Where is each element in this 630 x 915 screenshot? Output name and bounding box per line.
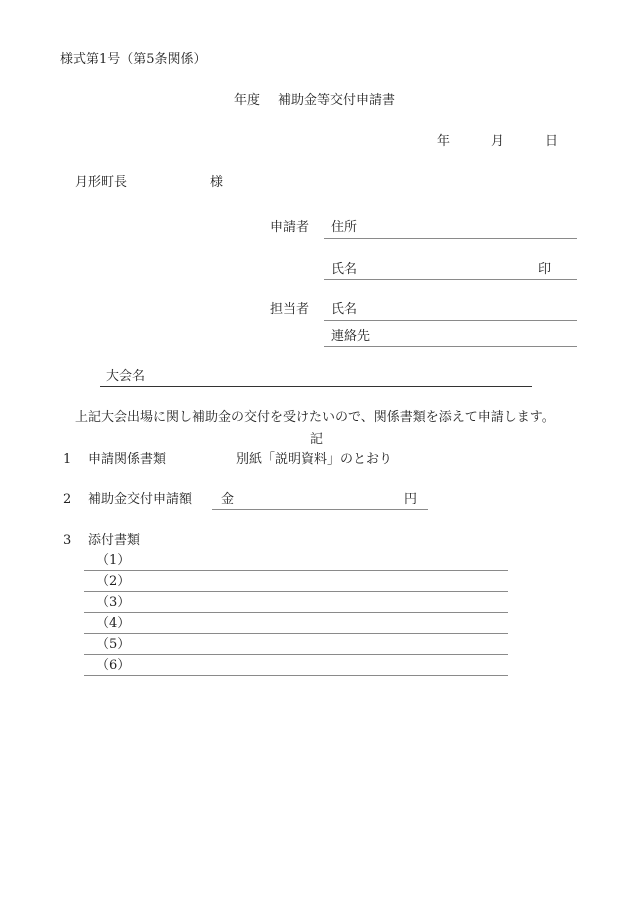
- form-number: 様式第1号（第5条関係）: [60, 52, 207, 67]
- item1-number: 1: [63, 452, 72, 467]
- attachment-row-label: （5）: [96, 637, 131, 652]
- applicant-label: 申請者: [270, 220, 310, 235]
- contact-person-name-field[interactable]: [324, 320, 577, 321]
- contact-person-name-label: 氏名: [331, 302, 358, 317]
- attachment-row-field[interactable]: [84, 570, 508, 571]
- item2-label: 補助金交付申請額: [88, 492, 193, 507]
- attachment-row-field[interactable]: [84, 675, 508, 676]
- applicant-address-field[interactable]: [324, 238, 577, 239]
- document-title: 補助金等交付申請書: [278, 93, 396, 108]
- attachment-row-field[interactable]: [84, 591, 508, 592]
- date-month-label: 月: [491, 134, 505, 149]
- contact-info-label: 連絡先: [331, 329, 371, 344]
- attachment-row-label: （1）: [96, 553, 131, 568]
- item1-label: 申請関係書類: [88, 452, 167, 467]
- applicant-name-field[interactable]: [324, 279, 577, 280]
- addressee-name: 月形町長: [75, 175, 128, 190]
- attachment-row-label: （6）: [96, 658, 131, 673]
- attachment-row-field[interactable]: [84, 612, 508, 613]
- applicant-address-label: 住所: [331, 220, 358, 235]
- applicant-name-label: 氏名: [331, 262, 358, 277]
- application-statement: 上記大会出場に関し補助金の交付を受けたいので、関係書類を添えて申請します。: [75, 410, 555, 425]
- event-name-label: 大会名: [106, 369, 146, 384]
- contact-info-field[interactable]: [324, 346, 577, 347]
- ki-heading: 記: [310, 432, 324, 447]
- item2-amount-field[interactable]: [212, 509, 428, 510]
- attachment-row-label: （4）: [96, 616, 131, 631]
- applicant-seal-label: 印: [538, 262, 552, 277]
- date-year-label: 年: [437, 134, 451, 149]
- date-day-label: 日: [545, 134, 559, 149]
- addressee-honorific: 様: [210, 175, 224, 190]
- item3-label: 添付書類: [88, 533, 141, 548]
- item2-amount-prefix: 金: [221, 492, 235, 507]
- event-name-field[interactable]: [100, 386, 532, 387]
- attachment-row-label: （2）: [96, 574, 131, 589]
- item2-number: 2: [63, 492, 72, 507]
- title-year-label: 年度: [234, 93, 261, 108]
- attachment-row-field[interactable]: [84, 633, 508, 634]
- item3-number: 3: [63, 533, 72, 548]
- item2-amount-suffix: 円: [404, 492, 418, 507]
- item1-value: 別紙「説明資料」のとおり: [236, 452, 393, 467]
- attachment-row-field[interactable]: [84, 654, 508, 655]
- contact-person-label: 担当者: [270, 302, 310, 317]
- attachment-row-label: （3）: [96, 595, 131, 610]
